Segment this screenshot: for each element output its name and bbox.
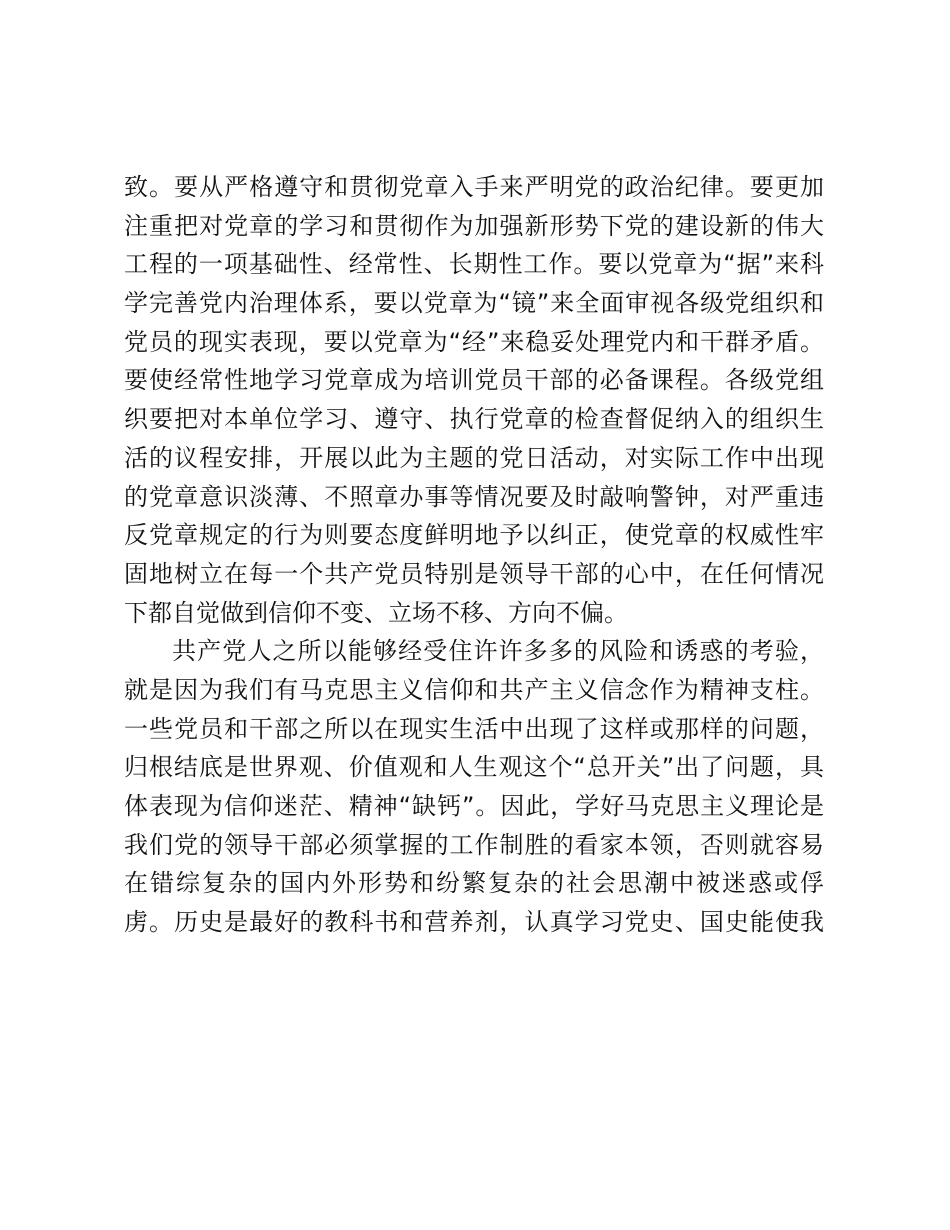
text-line: 一些党员和干部之所以在现实生活中出现了这样或那样的问题， [124, 714, 824, 743]
text-line: 学完善党内治理体系，要以党章为“镜”来全面审视各级党组织和 [124, 289, 824, 318]
text-line: 织要把对本单位学习、遵守、执行党章的检查督促纳入的组织生 [124, 405, 824, 434]
text-line: 就是因为我们有马克思主义信仰和共产主义信念作为精神支柱。 [124, 675, 824, 704]
text-line: 我们党的领导干部必须掌握的工作制胜的看家本领，否则就容易 [124, 830, 824, 859]
text-line: 致。要从严格遵守和贯彻党章入手来严明党的政治纪律。要更加 [124, 173, 824, 201]
text-line: 工程的一项基础性、经常性、长期性工作。要以党章为“据”来科 [124, 250, 824, 279]
text-line: 虏。历史是最好的教科书和营养剂，认真学习党史、国史能使我 [124, 908, 824, 937]
text-line: 在错综复杂的国内外形势和纷繁复杂的社会思潮中被迷惑或俘 [124, 869, 824, 898]
text-line: 共产党人之所以能够经受住许许多多的风险和诱惑的考验， [172, 637, 824, 666]
text-line: 归根结底是世界观、价值观和人生观这个“总开关”出了问题，具 [124, 753, 824, 782]
text-line: 要使经常性地学习党章成为培训党员干部的必备课程。各级党组 [124, 366, 824, 395]
text-line: 党员的现实表现，要以党章为“经”来稳妥处理党内和干群矛盾。 [124, 327, 824, 356]
text-line: 注重把对党章的学习和贯彻作为加强新形势下党的建设新的伟大 [124, 211, 824, 240]
text-line: 活的议程安排，开展以此为主题的党日活动，对实际工作中出现 [124, 443, 824, 472]
text-line: 体表现为信仰迷茫、精神“缺钙”。因此，学好马克思主义理论是 [124, 792, 824, 820]
text-line: 下都自觉做到信仰不变、立场不移、方向不偏。 [124, 598, 628, 627]
body-text [124, 168, 824, 942]
text-line: 反党章规定的行为则要态度鲜明地予以纠正，使党章的权威性牢 [124, 521, 824, 550]
text-line: 固地树立在每一个共产党员特别是领导干部的心中，在任何情况 [124, 559, 824, 588]
paragraph-1 [124, 168, 824, 632]
text-line: 的党章意识淡薄、不照章办事等情况要及时敲响警钟，对严重违 [124, 482, 824, 511]
paragraph-2 [124, 632, 824, 942]
